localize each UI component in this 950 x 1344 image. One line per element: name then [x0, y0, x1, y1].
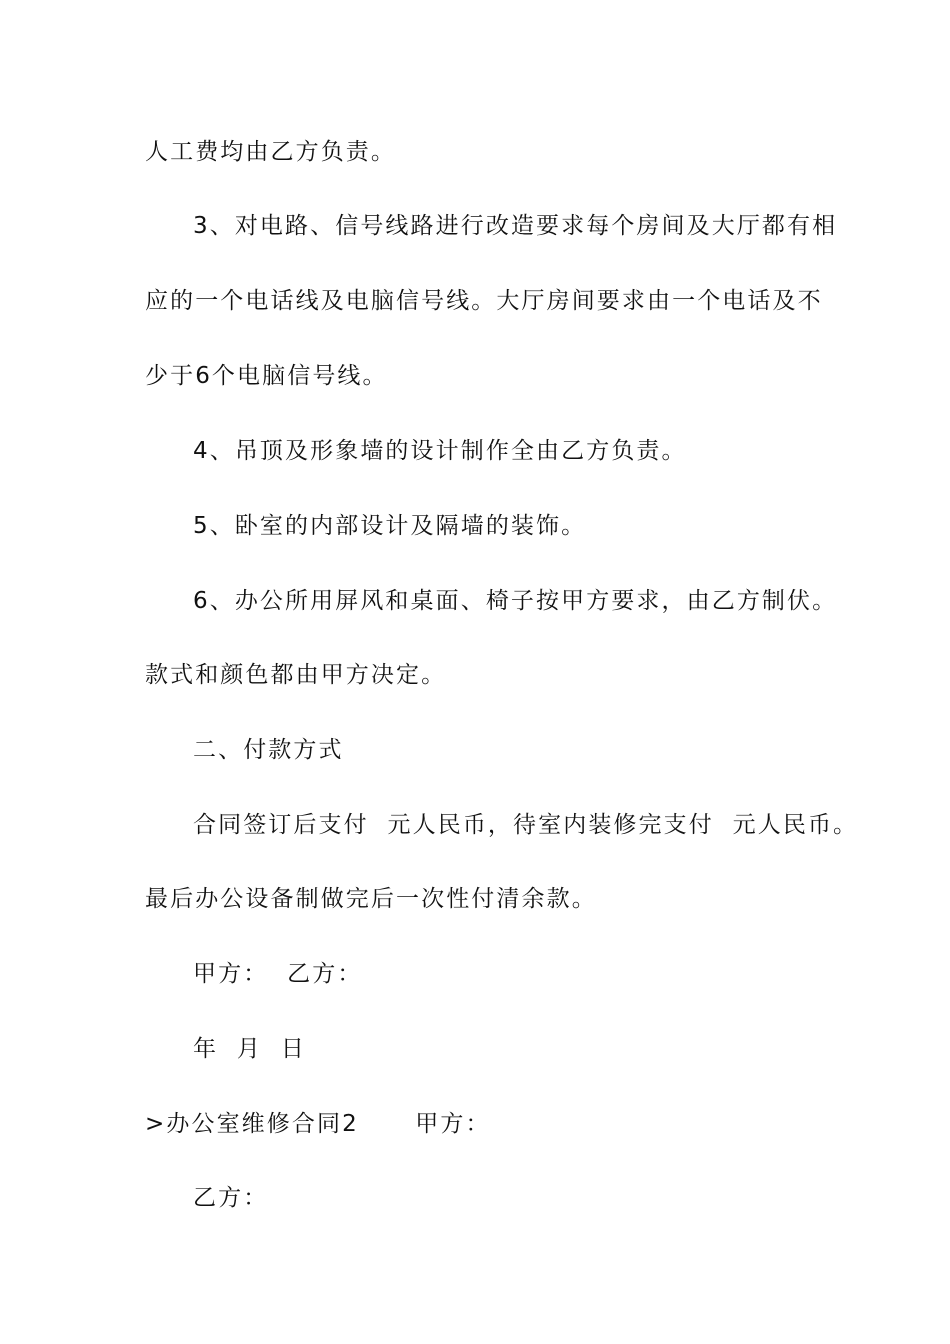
section-heading-payment: 二、付款方式 [193, 737, 344, 763]
paragraph-line-7: 6、办公所用屏风和桌面、椅子按甲方要求，由乙方制伏。 [193, 588, 838, 614]
paragraph-line-1: 人工费均由乙方负责。 [145, 139, 396, 165]
signature-date: 年 月 日 [193, 1036, 306, 1062]
paragraph-line-8: 款式和颜色都由甲方决定。 [145, 662, 447, 688]
paragraph-line-3: 应的一个电话线及电脑信号线。大厅房间要求由一个电话及不 [145, 288, 823, 314]
signature-parties: 甲方： 乙方： [193, 961, 363, 987]
paragraph-line-11: 最后办公设备制做完后一次性付清余款。 [145, 886, 597, 912]
paragraph-line-2: 3、对电路、信号线路进行改造要求每个房间及大厅都有相 [193, 213, 838, 239]
paragraph-line-10: 合同签订后支付 元人民币，待室内装修完支付 元人民币。 [193, 812, 859, 838]
paragraph-line-4: 少于6个电脑信号线。 [145, 363, 388, 389]
paragraph-line-5: 4、吊顶及形象墙的设计制作全由乙方负责。 [193, 438, 687, 464]
paragraph-line-6: 5、卧室的内部设计及隔墙的装饰。 [193, 513, 587, 539]
party-b-label: 乙方： [193, 1185, 269, 1211]
contract-2-heading: >办公室维修合同2 甲方： [145, 1111, 491, 1137]
